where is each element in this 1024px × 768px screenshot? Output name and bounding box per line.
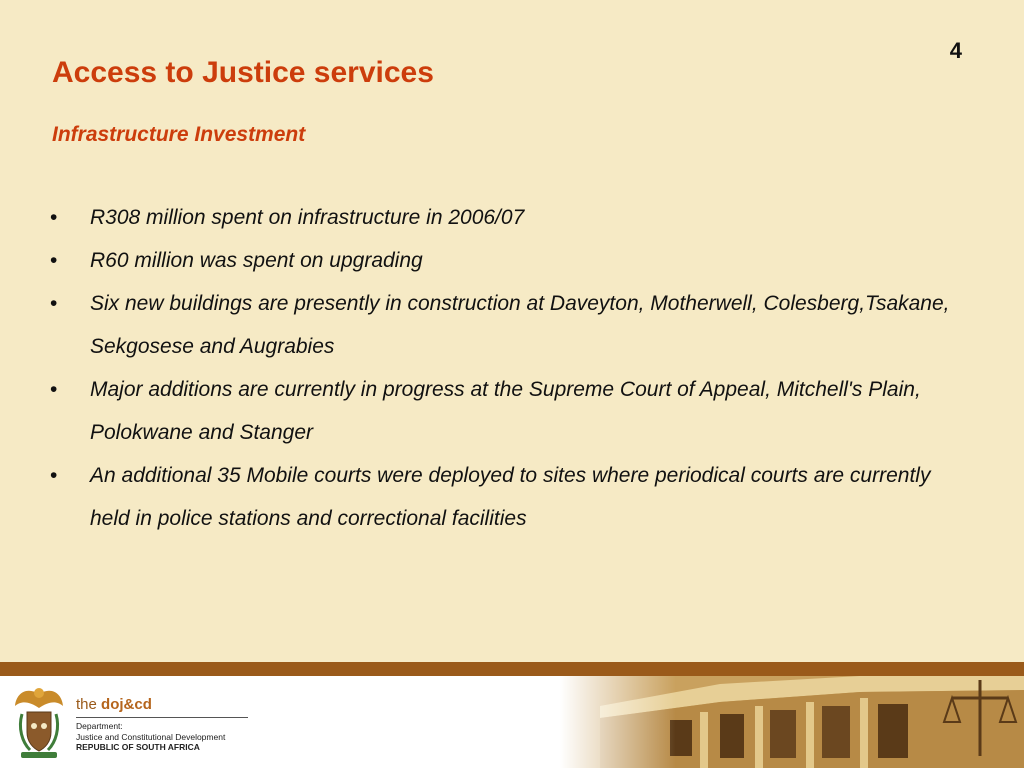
dept-line-1: Department:	[76, 721, 123, 731]
bullet-item	[50, 239, 950, 282]
coat-of-arms-icon	[12, 684, 66, 762]
slide-subtitle: Infrastructure Investment	[52, 123, 306, 146]
footer	[0, 676, 1024, 768]
brand-cd: cd	[134, 696, 152, 713]
bullet-item	[50, 368, 950, 454]
brand-amp: &	[123, 696, 135, 713]
dept-line-2: Justice and Constitutional Development	[76, 731, 226, 742]
bullet-marker: •	[50, 378, 58, 401]
page-number: 4	[949, 38, 962, 63]
footer-band	[0, 662, 1024, 676]
bullet-marker: •	[50, 206, 58, 229]
dept-line-3: REPUBLIC OF SOUTH AFRICA	[76, 742, 200, 752]
bullet-item	[50, 282, 950, 368]
bullet-list	[50, 196, 950, 540]
bullet-text: Six new buildings are presently in construction at Daveyton, Motherwell, Colesberg,Tsakane, Sekgosese and Augrabies	[90, 292, 950, 358]
brand-logo-text	[76, 696, 152, 713]
bullet-text: R308 million spent on infrastructure in 2006/07	[90, 206, 525, 229]
department-text	[76, 721, 225, 753]
bullet-item	[50, 196, 950, 239]
bullet-marker: •	[50, 249, 58, 272]
slide-title: Access to Justice services	[52, 56, 434, 89]
bullet-marker: •	[50, 292, 58, 315]
brand-divider	[76, 717, 248, 718]
court-building-image	[560, 676, 1024, 768]
bullet-text: An additional 35 Mobile courts were deployed to sites where periodical courts are currently held in police stations and correctional facilities	[90, 464, 931, 530]
bullet-item	[50, 454, 950, 540]
bullet-text: Major additions are currently in progress at the Supreme Court of Appeal, Mitchell's Plain, Polokwane and Stanger	[90, 378, 921, 444]
bullet-text: R60 million was spent on upgrading	[90, 249, 423, 272]
brand-name: doj	[101, 696, 124, 713]
bullet-marker: •	[50, 464, 58, 487]
brand-the: the	[76, 696, 97, 713]
